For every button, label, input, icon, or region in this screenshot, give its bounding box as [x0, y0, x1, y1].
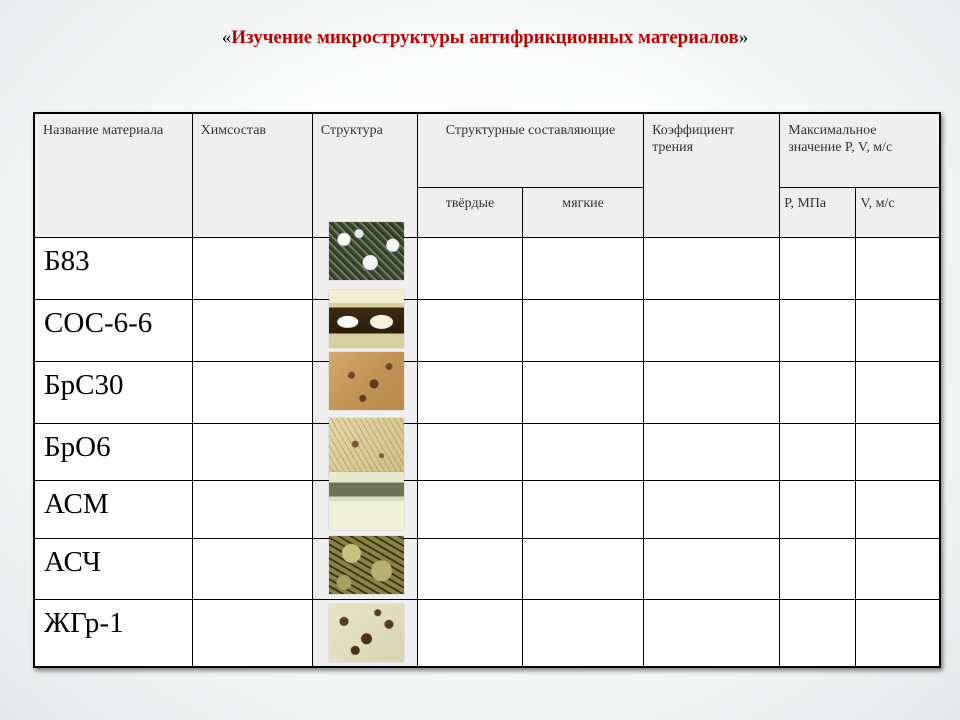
table-cell — [523, 599, 644, 667]
micrograph-image — [329, 352, 404, 410]
table-cell — [644, 361, 780, 423]
micrograph-image — [329, 604, 404, 662]
table-row — [34, 237, 940, 299]
header-chemical-composition: Химсостав — [192, 113, 312, 237]
table-cell — [780, 538, 856, 599]
table-cell — [856, 480, 940, 538]
material-name: АСЧ — [34, 538, 192, 599]
micrograph-image — [329, 222, 404, 280]
table-row — [34, 299, 940, 361]
table-cell — [780, 599, 856, 667]
table-cell — [644, 237, 780, 299]
table-cell — [856, 237, 940, 299]
table-cell — [192, 361, 312, 423]
table-cell — [644, 423, 780, 480]
material-name: БрО6 — [34, 423, 192, 480]
subheader-velocity: V, м/с — [856, 187, 940, 237]
table-cell — [417, 480, 522, 538]
table-cell — [417, 538, 522, 599]
table-cell — [856, 538, 940, 599]
header-friction-coefficient: Коэффициент трения — [644, 113, 780, 237]
material-name: Б83 — [34, 237, 192, 299]
table-row — [34, 480, 940, 538]
slide-title — [200, 24, 770, 52]
table-cell — [192, 480, 312, 538]
material-name: БрС30 — [34, 361, 192, 423]
table-cell — [780, 423, 856, 480]
micrograph-image — [329, 290, 404, 348]
table-cell — [644, 299, 780, 361]
material-name: СОС-6-6 — [34, 299, 192, 361]
subheader-hard: твёрдые — [417, 187, 522, 237]
table-cell — [856, 299, 940, 361]
table-cell — [780, 237, 856, 299]
table-cell — [523, 299, 644, 361]
table-cell — [192, 599, 312, 667]
title-open-quote: « — [221, 27, 232, 48]
title-text: Изучение микроструктуры антифрикционных материалов — [231, 27, 739, 48]
table-cell — [644, 599, 780, 667]
table-cell — [417, 361, 522, 423]
table-cell — [417, 237, 522, 299]
table-cell — [644, 480, 780, 538]
material-name: АСМ — [34, 480, 192, 538]
table-cell — [192, 299, 312, 361]
header-structural-components: Структурные составляющие — [417, 113, 643, 187]
materials-table — [33, 112, 941, 668]
header-structure: Структура — [312, 113, 417, 237]
table-cell — [523, 361, 644, 423]
header-material-name: Название материала — [34, 113, 192, 237]
table-cell — [417, 423, 522, 480]
table-cell — [644, 538, 780, 599]
micrograph-image — [329, 472, 404, 530]
table-cell — [192, 237, 312, 299]
table-cell — [523, 480, 644, 538]
table-cell — [856, 423, 940, 480]
table-cell — [780, 361, 856, 423]
table-cell — [523, 423, 644, 480]
title-close-quote: » — [738, 27, 749, 48]
table-cell — [856, 599, 940, 667]
table-cell — [780, 480, 856, 538]
table-cell — [417, 299, 522, 361]
table-cell — [780, 299, 856, 361]
subheader-soft: мягкие — [523, 187, 644, 237]
table-row — [34, 361, 940, 423]
table-cell — [523, 237, 644, 299]
material-name: ЖГр-1 — [34, 599, 192, 667]
table-cell — [192, 423, 312, 480]
header-max-value: Максимальное значение P, V, м/с — [780, 113, 940, 187]
table-cell — [523, 538, 644, 599]
micrograph-image — [329, 536, 404, 594]
subheader-pressure: Р, МПа — [780, 187, 856, 237]
table-row — [34, 423, 940, 480]
table-row — [34, 599, 940, 667]
table-row — [34, 538, 940, 599]
table-cell — [856, 361, 940, 423]
table-cell — [192, 538, 312, 599]
micrograph-image — [329, 418, 404, 476]
table-cell — [417, 599, 522, 667]
